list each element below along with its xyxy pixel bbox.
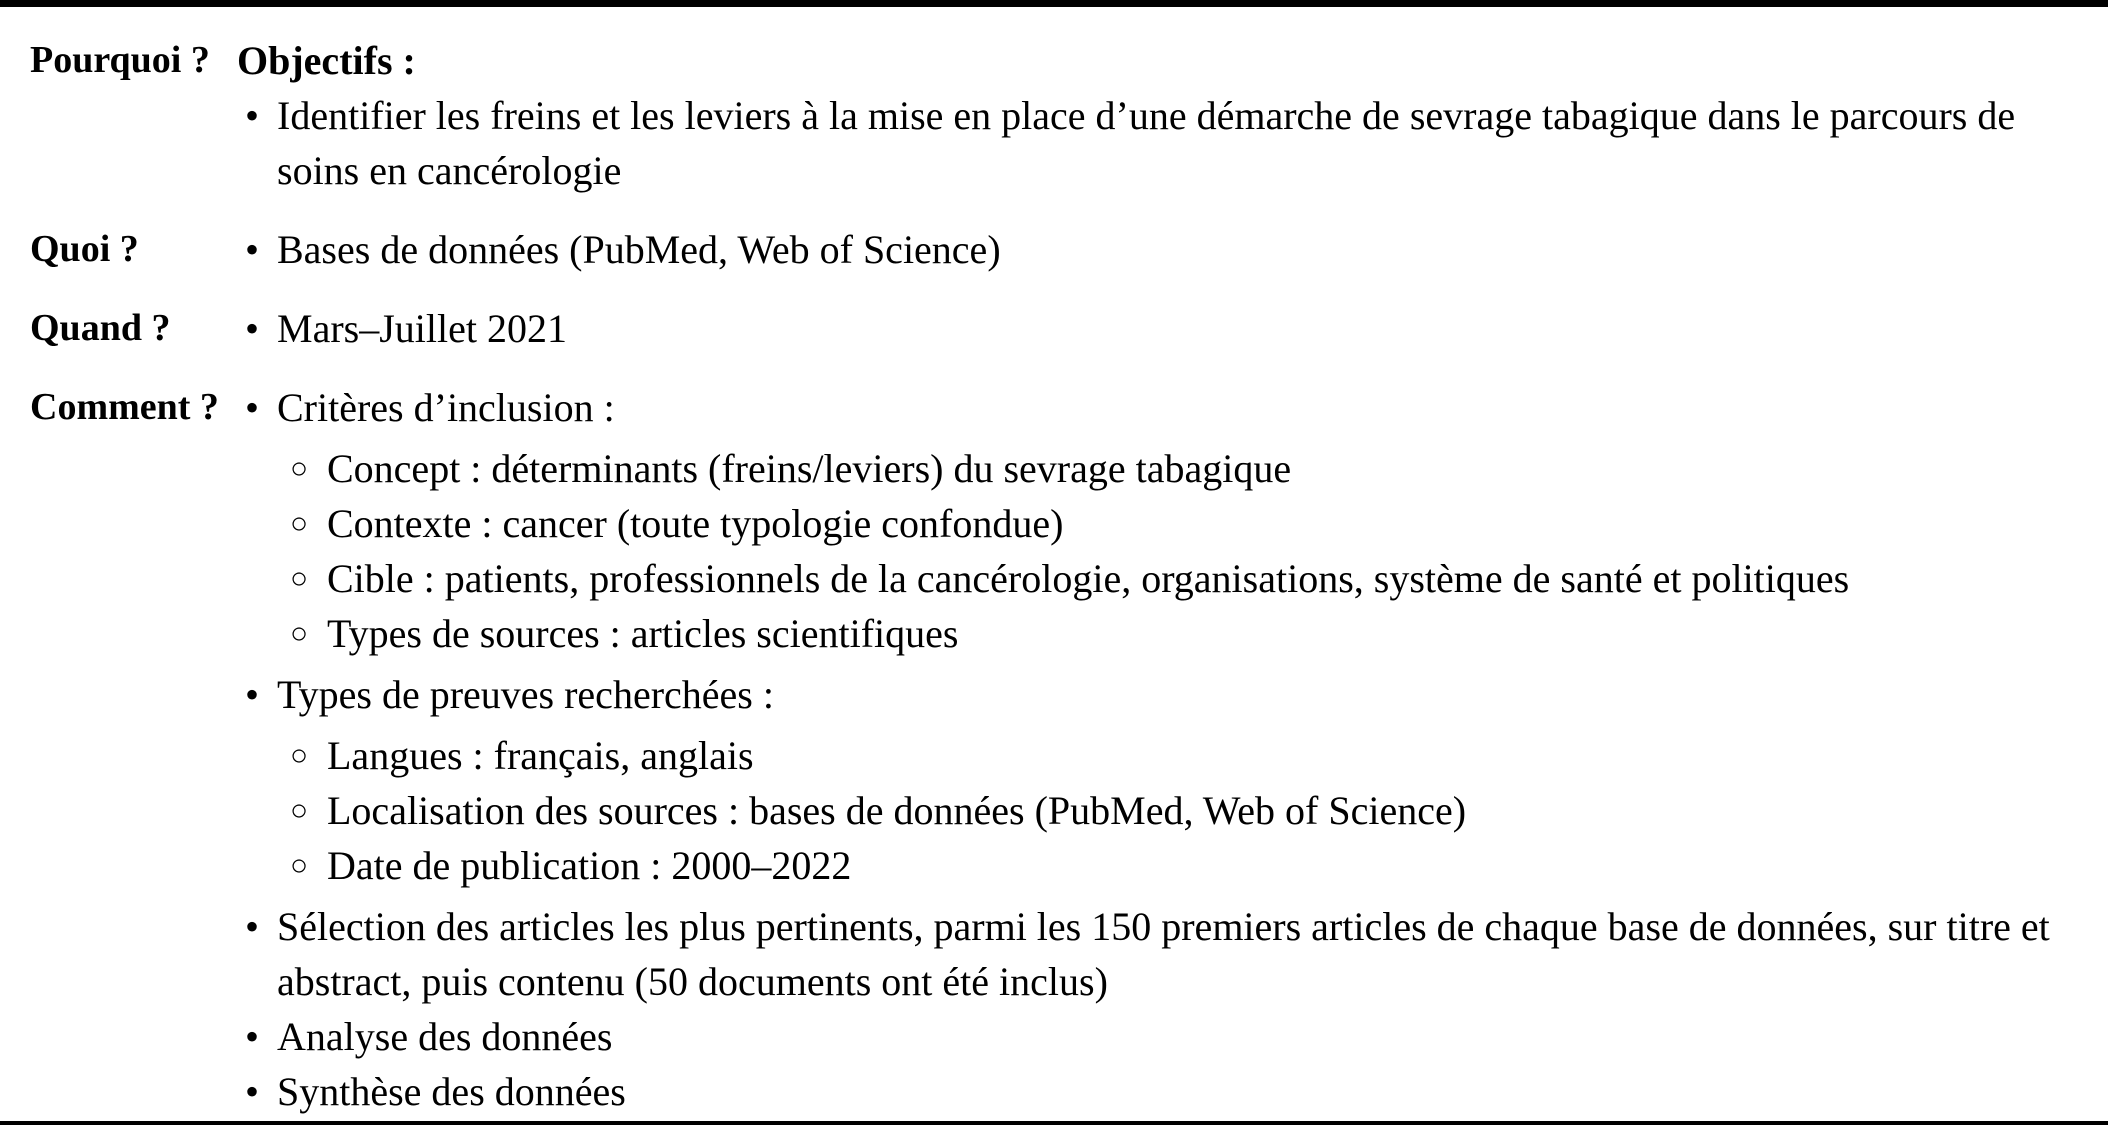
bullet-item bbox=[237, 380, 2080, 435]
open-circle-icon: ○ bbox=[290, 739, 309, 772]
bullet-icon: • bbox=[245, 385, 260, 430]
subbullet-item bbox=[237, 728, 2080, 783]
row-content bbox=[237, 33, 2080, 198]
bullet-text: Types de preuves recherchées : bbox=[277, 672, 774, 717]
subbullet-item bbox=[237, 783, 2080, 838]
open-circle-icon: ○ bbox=[290, 562, 309, 595]
bullet-item bbox=[237, 301, 2080, 356]
open-circle-icon: ○ bbox=[290, 452, 309, 485]
row-label-quand: Quand ? bbox=[30, 307, 171, 349]
bullet-text: Critères d’inclusion : bbox=[277, 385, 615, 430]
bullet-item bbox=[237, 667, 2080, 722]
subbullet-item bbox=[237, 838, 2080, 893]
subbullet-text: Contexte : cancer (toute typologie confondue) bbox=[327, 501, 1064, 546]
row-content bbox=[237, 222, 2080, 277]
bullet-icon: • bbox=[245, 306, 260, 351]
bullet-text: Mars–Juillet 2021 bbox=[277, 306, 567, 351]
open-circle-icon: ○ bbox=[290, 794, 309, 827]
bullet-icon: • bbox=[245, 904, 260, 949]
bullet-item bbox=[237, 1064, 2080, 1119]
subbullet-text: Date de publication : 2000–2022 bbox=[327, 843, 852, 888]
bullet-item bbox=[237, 222, 2080, 277]
bullet-text: Bases de données (PubMed, Web of Science) bbox=[277, 227, 1001, 272]
bullet-icon: • bbox=[245, 227, 260, 272]
open-circle-icon: ○ bbox=[290, 507, 309, 540]
open-circle-icon: ○ bbox=[290, 617, 309, 650]
row-label-pourquooi: Pourquoi ? bbox=[30, 39, 210, 81]
row-content bbox=[237, 380, 2080, 1119]
content-heading: Objectifs : bbox=[237, 38, 416, 83]
bullet-text: Identifier les freins et les leviers à la mise en place d’une démarche de sevrage tabagique dans le parcours de soins en cancérologie bbox=[277, 93, 2016, 193]
subbullet-item bbox=[237, 551, 2080, 606]
row-label-comment: Comment ? bbox=[30, 386, 219, 428]
bullet-icon: • bbox=[245, 93, 260, 138]
bullet-item bbox=[237, 88, 2080, 198]
subbullet-text: Types de sources : articles scientifiques bbox=[327, 611, 959, 656]
bullet-text: Synthèse des données bbox=[277, 1069, 626, 1114]
row-content bbox=[237, 301, 2080, 356]
subbullet-item bbox=[237, 441, 2080, 496]
subbullet-text: Langues : français, anglais bbox=[327, 733, 754, 778]
bullet-icon: • bbox=[245, 672, 260, 717]
open-circle-icon: ○ bbox=[290, 849, 309, 882]
table-row-comment bbox=[0, 380, 2080, 1119]
bullet-item bbox=[237, 899, 2080, 1009]
table-row-quoi bbox=[0, 222, 2080, 277]
bullet-icon: • bbox=[245, 1069, 260, 1114]
subbullet-text: Localisation des sources : bases de données (PubMed, Web of Science) bbox=[327, 788, 1467, 833]
row-label-quoi: Quoi ? bbox=[30, 228, 139, 270]
bullet-icon: • bbox=[245, 1014, 260, 1059]
table-row-quand bbox=[0, 301, 2080, 356]
subbullet-text: Cible : patients, professionnels de la cancérologie, organisations, système de santé et politiques bbox=[327, 556, 1850, 601]
bullet-text: Sélection des articles les plus pertinents, parmi les 150 premiers articles de chaque base de données, sur titre et abstract, puis contenu (50 documents ont été inclus) bbox=[277, 904, 2050, 1004]
table-row-pourquoi bbox=[0, 33, 2080, 198]
subbullet-text: Concept : déterminants (freins/leviers) du sevrage tabagique bbox=[327, 446, 1292, 491]
subbullet-item bbox=[237, 496, 2080, 551]
bullet-item bbox=[237, 1009, 2080, 1064]
bullet-text: Analyse des données bbox=[277, 1014, 613, 1059]
subbullet-item bbox=[237, 606, 2080, 661]
